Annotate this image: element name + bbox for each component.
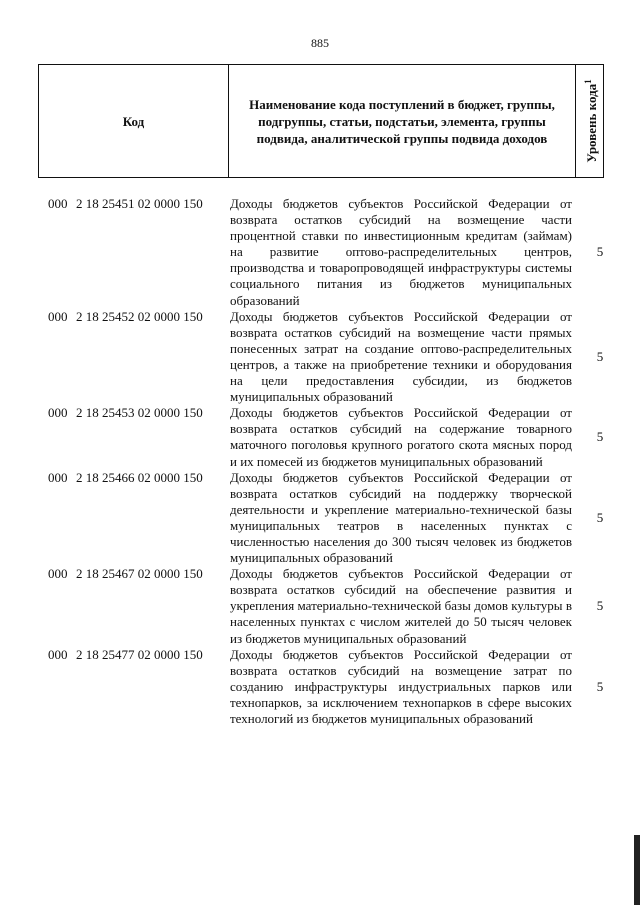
row-prefix: 000 (48, 405, 68, 421)
row-code: 2 18 25467 02 0000 150 (76, 566, 203, 582)
row-description: Доходы бюджетов субъектов Российской Федерации от возврата остатков субсидий на возмещение части процентной ставки по инвестиционным кредитам (займам) на развитие оптово-распределительных центров, производства и товаропроводящей инфраструктуры системы социального питания из бюджетов муниципальных образований (230, 196, 572, 308)
row-level: 5 (596, 509, 604, 525)
row-code: 2 18 25477 02 0000 150 (76, 646, 203, 662)
row-prefix: 000 (48, 308, 68, 324)
header-level (576, 65, 603, 177)
row-level: 5 (596, 598, 604, 614)
page-number: 885 (311, 36, 329, 50)
row-prefix: 000 (48, 646, 68, 662)
header-level-title: Уровень кода (583, 83, 599, 163)
row-code: 2 18 25452 02 0000 150 (76, 308, 203, 324)
table-row (38, 309, 618, 406)
header-level-footnote: 1 (582, 79, 593, 84)
table-row (38, 196, 618, 309)
table-row (38, 470, 618, 567)
row-description: Доходы бюджетов субъектов Российской Федерации от возврата остатков субсидий на обеспечение развития и укрепления материально-технической базы домов культуры в населенных пунктах с числом жителей до 50 тысяч человек из бюджетов муниципальных образований (230, 566, 572, 646)
header-name: Наименование кода поступлений в бюджет, группы, подгруппы, статьи, подстатьи, элемента, группы подвида, аналитической группы подвида доходов (229, 65, 576, 177)
table-body (38, 196, 618, 727)
row-code: 2 18 25453 02 0000 150 (76, 405, 203, 421)
row-level: 5 (596, 244, 604, 260)
row-code: 2 18 25451 02 0000 150 (76, 196, 203, 211)
row-description: Доходы бюджетов субъектов Российской Федерации от возврата остатков субсидий на возмещение части прямых понесенных затрат на создание оптово-распределительных центров, а также на приобретение техники и оборудования на цели предоставления субсидии, из бюджетов муниципальных образований (230, 308, 572, 405)
row-level: 5 (596, 429, 604, 445)
row-prefix: 000 (48, 566, 68, 582)
table-header (38, 64, 604, 178)
row-prefix: 000 (48, 196, 68, 211)
table-row (38, 647, 618, 727)
header-code: Код (39, 65, 229, 177)
row-description: Доходы бюджетов субъектов Российской Федерации от возврата остатков субсидий на поддержку творческой деятельности и укрепление материально-технической базы муниципальных театров в населенных пунктах с численностью населения до 300 тысяч человек из бюджетов муниципальных образований (230, 469, 572, 566)
scan-edge-mark (634, 835, 640, 905)
row-description: Доходы бюджетов субъектов Российской Федерации от возврата остатков субсидий на возмещение затрат по созданию инфраструктуры индустриальных парков или технопарков, за исключением технопарков в сфере высоких технологий из бюджетов муниципальных образований (230, 646, 572, 726)
table-row (38, 566, 618, 646)
row-description: Доходы бюджетов субъектов Российской Федерации от возврата остатков субсидий на содержание товарного маточного поголовья крупного рогатого скота мясных пород и их помесей из бюджетов муниципальных образований (230, 405, 572, 469)
row-code: 2 18 25466 02 0000 150 (76, 469, 203, 485)
header-level-label (579, 79, 599, 162)
row-prefix: 000 (48, 469, 68, 485)
table-row (38, 405, 618, 469)
row-level: 5 (596, 678, 604, 694)
row-level: 5 (596, 348, 604, 364)
